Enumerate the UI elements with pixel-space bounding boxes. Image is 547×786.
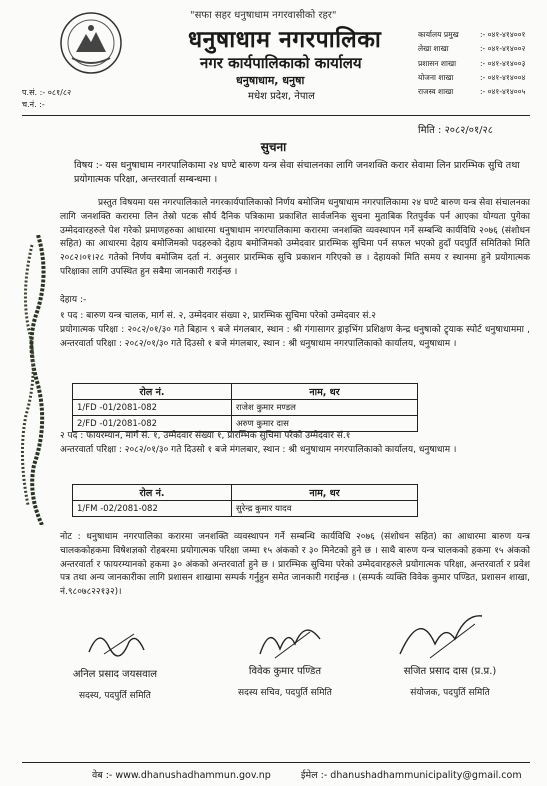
table-header-row [73, 384, 418, 400]
post1-summary: १ पद : बारुण यन्त्र चालक, मार्ग सं. २, उम्मेदवार संख्या २, प्रारम्भिक सुचिमा परेको उम्मेदवार सं.२ [60, 311, 376, 321]
contact-row: राजस्व शाखा :- ०४१-४१४००५ [418, 87, 526, 97]
table-row [73, 501, 418, 517]
province-line: मधेश प्रदेश, नेपाल [248, 91, 315, 102]
municipality-title: धनुषाधाम नगरपालिका [188, 27, 382, 53]
district-line: धनुषाधाम, धनुषा [236, 74, 305, 87]
col-roll-header: रोल नं. [73, 485, 232, 501]
patra-sankhya: प.सं. :- ०८१/८२ [22, 88, 72, 97]
signature-1-image [84, 622, 154, 662]
chalani-number: च.नं. :- [22, 100, 45, 109]
post1-roll-table [72, 383, 418, 432]
roll-cell: 2/FD -01/2081-082 [73, 416, 232, 432]
table-header-row [73, 485, 418, 501]
binding-cord-image [8, 235, 56, 525]
contact-row: योजना शाखा :- ०४१-४१४००४ [418, 72, 526, 82]
notice-heading: सुचना [260, 140, 287, 154]
notice-note: नोट : धनुषाधाम नगरपालिका करारमा जनशक्ति व्यवस्थापन गर्ने सम्बन्धि कार्यविधि २०७६ (संशोधन सहित) का आधारमा बारुण यन्त्र चालककोहकमा विषेशज्ञको रोहबरमा प्रयोगात्मक परिक्षा जम्मा १५ अंकको र ३० मिनेटको हुने छ । साथै बारुण यन्त्र चालकको हकमा १५ अंकको अन्तरवार्ता र फायरम्यानको हकमा ३० अंकको अन्तरवार्ता हुने छ । प्रारम्भिक सुचिमा परेको उम्मेदवारहरुले प्रयोगात्मक परिक्षा, अन्तरवार्ता र प्रवेश पत्र तथा अन्य जानकारीका लागि प्रशासन शाखामा सम्पर्क गर्नुहुन समेत जानकारी गराईन्छ । (सम्पर्क व्यक्ति विवेक कुमार पण्डित, प्रशासन शाखा, नं.९८०७८२२१३२)। [60, 532, 530, 598]
footer-web: वेब :- www.dhanushadhammun.gov.np [92, 770, 271, 781]
post2-schedule: अन्तरवार्ता परिक्षा : २०८२/०१/३० गते दिउसो १ बजे मंगलबार, स्थान : श्री धनुषाधाम नगरपालिकाको कार्यालय, धनुषाधाम । [60, 445, 457, 455]
table-row [73, 400, 418, 416]
footer-divider [22, 762, 530, 763]
post2-summary: २ पद : फायरम्यान, मार्ग सं. १, उम्मेदवार संख्या १, प्रारम्भिक सुचिमा परेको उम्मेदवार सं.१ [60, 431, 351, 441]
signatory-role: सदस्य सचिव, पदपुर्ति समिति [238, 688, 332, 698]
nepal-emblem-logo [58, 10, 124, 76]
office-subtitle: नगर कार्यपालिकाको कार्यालय [200, 54, 362, 72]
contact-row: कार्यालय प्रमुख :- ०४१-४१४००१ [418, 30, 526, 39]
notice-body: प्रस्तुत विषयमा यस नगरपालिकाले नगरकार्यपालिकाको निर्णय बमोजिम धनुषाधाम नगरपालिकामा २४ घण्टे बारुण यन्त्र सेवा संचालनका लागि जनशक्ति करारमा लिन तेस्रो पटक सौर्य दैनिक पत्रिकामा प्रकाशित सार्वजनिक सुचना मुताबिक रितपुर्वक पर्न आएका योग्यता पुगेका उम्मेदवारहरुले पेश गरेको प्रमाणहरुका आधारमा धनुषाधाम नगरपालिकामा करारमा जनशक्ति व्यवस्थापन गर्ने सम्बन्धि कार्यविधि २०७६ (संशोधन सहित) का आधारमा देहाय बमोजिमको पदहरुको देहाय बमोजिमको उम्मेदवार प्रारम्भिक सुचिमा पर्न सफल भएको हुदाँ पदपुर्ति समितिको मिति २०८२।०१।२८ गतेको निर्णय बमोजिम दर्ता नं. अनुसार प्रारम्भिक सुचि प्रकाशन गरिएको छ । देहायको मिति समय र स्थानमा हुने प्रयोगात्मक परिक्षाका लागि उपस्थित हुन सबैमा जानकारी गराईन्छ । [60, 198, 530, 277]
signature-block-secretary [210, 663, 360, 698]
contact-list [418, 28, 525, 99]
signature-3-image [390, 604, 490, 662]
post2-roll-table [72, 484, 418, 517]
signatory-role: संयोजक, पदपुर्ति समिति [410, 688, 490, 698]
col-name-header: नाम, थर [232, 485, 418, 501]
signatory-name: अनिल प्रसाद जयसवाल [72, 669, 158, 680]
contact-row: प्रशासन शाखा :- ०४१-४१४००३ [418, 58, 526, 68]
name-cell: अरुण कुमार दास [232, 416, 418, 432]
footer-contact [92, 768, 522, 781]
roll-cell: 1/FM -02/2081-082 [73, 501, 232, 517]
dehaya-label: देहाय :- [60, 295, 87, 305]
roll-cell: 1/FD -01/2081-082 [73, 400, 232, 416]
header-divider [22, 115, 530, 116]
signature-block-member [40, 666, 190, 701]
post1-schedule: प्रयोगात्मक परिक्षा : २०८२/०१/३० गते बिहान ९ बजे मंगलबार, स्थान : श्री गंगासागर ड्राइभिंग प्रशिक्षण केन्द्र धनुषाको ट्र्याक स्पोर्ट धनुषाधाममा , अन्तरवार्ता परिक्षा : २०८२/०१/३० गते दिउसो १ बजे मंगलबार, स्थान : श्री धनुषाधाम नगरपालिकाको कार्यालय, धनुषाधाम । [60, 325, 530, 349]
reference-numbers [22, 87, 71, 111]
contact-row: लेखा शाखा :- ०४१-४१४००२ [418, 44, 526, 54]
signatory-name: सजित प्रसाद दास (प्र.प्र.) [403, 666, 497, 677]
signatory-name: विवेक कुमार पण्डित [248, 666, 322, 677]
name-cell: सुरेन्द्र कुमार यादव [232, 501, 418, 517]
col-roll-header: रोल नं. [73, 384, 232, 400]
signature-2-image [250, 614, 330, 664]
notice-date: मिति : २०८२/०१/२८ [418, 125, 493, 136]
notice-subject: विषय :- यस धनुषाधाम नगरपालिकामा २४ घण्टे बारुण यन्त्र सेवा संचालनका लागि जनशक्ति करार सेवामा लिन प्रारम्भिक सुचि तथा प्रयोगात्मक परिक्षा, अन्तरवार्ता सम्बन्धमा । [74, 160, 520, 185]
signatory-role: सदस्य, पदपुर्ति समिति [79, 691, 151, 701]
slogan: "सफा सहर धनुषाधाम नगरवासीको रहर" [190, 10, 337, 21]
footer-email: ईमेल :- dhanushadhammunicipality@gmail.com [300, 770, 522, 781]
name-cell: राजेश कुमार मण्डल [232, 400, 418, 416]
signature-block-coordinator [370, 663, 530, 698]
col-name-header: नाम, थर [232, 384, 418, 400]
